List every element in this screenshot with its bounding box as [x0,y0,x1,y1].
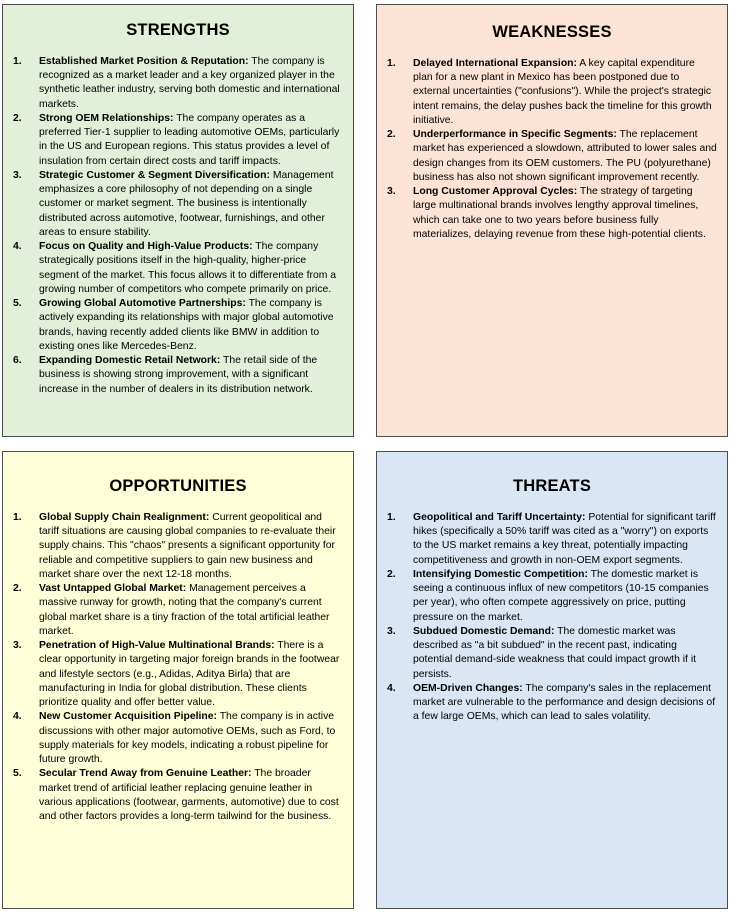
item-number: 2. [387,129,396,141]
item-text [413,568,717,625]
list-item [13,710,343,767]
item-description: There is a clear opportunity in targeting major foreign brands in the footwear and lifestyle sectors (e.g., Adidas, Aditya Birla) that are manufacturing in India for global distribution. These clients prioritize quality and offer better value. [39,640,340,709]
item-description: The broader market trend of artificial leather replacing genuine leather in various applications (footwear, garments, automotive) due to cost and other factors provides a long-term tailwind for the business. [39,768,339,823]
item-label: Established Market Position & Reputation: [39,56,249,67]
item-label: Intensifying Domestic Competition: [413,569,588,580]
item-label: OEM-Driven Changes: [413,683,523,694]
item-label: Underperformance in Specific Segments: [413,129,617,141]
list-item [387,568,717,625]
item-text [39,240,343,297]
item-number: 6. [13,355,22,367]
item-description: The retail side of the business is showing strong improvement, with a significant increase in the number of dealers in its distribution network. [39,355,318,395]
item-description: The company is in active discussions with other major automotive OEMs, such as Ford, to supply materials for key models, indicating a robust pipeline for future growth. [39,711,336,766]
item-description: The company is recognized as a market leader and a key organized player in the synthetic leather industry, serving both domestic and international markets. [39,56,340,110]
item-label: Vast Untapped Global Market: [39,583,187,595]
item-text [39,297,343,354]
item-number: 5. [13,298,22,310]
item-text [39,169,343,240]
item-text [413,625,717,682]
list-item [387,185,717,242]
item-description: A key capital expenditure plan for a new plant in Mexico has been postponed due to external uncertainties ("confusions"). While the project's strategic intent remains, the delay pushes back the timeline for this growth initiative. [413,58,712,126]
weaknesses-list [387,57,717,242]
list-item [13,240,343,297]
item-description: Management emphasizes a core philosophy of not depending on a single customer or market segment. The business is intentionally distributed across automotive, footwear, furnishings, and other areas to ensure stability. [39,170,334,238]
item-number: 4. [387,683,396,694]
item-description: The company is actively expanding its relationships with major global automotive brands, having recently added clients like BMW in addition to existing ones like Mercedes-Benz. [39,298,334,352]
list-item [387,682,717,725]
list-item [13,55,343,112]
item-number: 1. [387,512,396,523]
item-text [39,767,343,824]
item-label: Expanding Domestic Retail Network: [39,355,221,367]
item-label: Strategic Customer & Segment Diversification: [39,170,270,181]
opportunities-title: OPPORTUNITIES [109,477,247,495]
item-number: 3. [387,186,396,198]
item-number: 1. [13,56,22,67]
item-number: 3. [13,170,22,181]
strengths-quadrant [2,4,354,437]
list-item [13,169,343,240]
item-label: Geopolitical and Tariff Uncertainty: [413,512,586,523]
opportunities-list [13,511,343,824]
item-number: 4. [13,241,22,253]
item-description: The company's sales in the replacement market are vulnerable to the performance and design decisions of a few large OEMs, which can lead to sales volatility. [413,683,716,723]
item-number: 2. [387,569,396,580]
item-number: 3. [387,626,396,637]
item-description: The company operates as a preferred Tier-1 supplier to leading automotive OEMs, particularly in the US and European regions. This status provides a level of insulation from certain direct costs and tariff impacts. [39,113,340,167]
list-item [387,511,717,568]
item-text [39,582,343,639]
item-label: Secular Trend Away from Genuine Leather: [39,768,252,780]
item-text [413,57,717,128]
item-label: Delayed International Expansion: [413,58,577,69]
list-item [387,625,717,682]
list-item [13,639,343,710]
item-label: Penetration of High-Value Multinational Brands: [39,640,275,652]
item-text [413,682,717,725]
list-item [13,112,343,169]
item-description: Potential for significant tariff hikes (specifically a 50% tariff was cited as a "worry") on exports to the US market remains a key threat, potentially impacting competitiveness and growth in non-OEM export segments. [413,512,716,566]
item-text [413,185,717,242]
threats-list [387,511,717,725]
item-number: 5. [13,768,22,780]
list-item [13,582,343,639]
item-number: 4. [13,711,22,723]
threats-quadrant [376,451,728,909]
item-description: The company strategically positions itself in the high-quality, higher-price segment of the market. This focus allows it to differentiate from a growing number of competitors who compete primarily on price. [39,241,337,295]
strengths-title: STRENGTHS [126,21,230,39]
item-description: Current geopolitical and tariff situations are causing global companies to re-evaluate their supply chains. This "chaos" presents a significant opportunity for reliable and competitive suppliers to gain new business and market share over the next 12-18 months. [39,512,336,580]
strengths-list [13,55,343,397]
threats-title: THREATS [512,477,592,495]
item-text [39,710,343,767]
item-number: 1. [387,58,396,69]
list-item [13,297,343,354]
item-number: 3. [13,640,22,652]
list-item [387,57,717,128]
item-number: 1. [13,512,22,523]
list-item [13,354,343,397]
item-text [39,639,343,710]
weaknesses-quadrant [376,4,728,437]
item-text [39,511,343,582]
list-item [13,767,343,824]
item-description: The domestic market was described as "a bit subdued" in the recent past, indicating potential demand-side weakness that could impact growth if it persists. [413,626,697,680]
weaknesses-title: WEAKNESSES [492,23,612,41]
item-description: Management perceives a massive runway for growth, noting that the company's current global market share is a tiny fraction of the total artificial leather market. [39,583,330,637]
item-description: The replacement market has experienced a slowdown, attributed to lower sales and design changes from its OEM customers. The PU (polyurethane) business has also not shown significant improvement recently. [413,129,717,183]
list-item [387,128,717,185]
item-text [39,112,343,169]
item-label: Focus on Quality and High-Value Products: [39,241,253,253]
item-label: Global Supply Chain Realignment: [39,512,210,523]
item-number: 2. [13,583,22,595]
item-text [413,511,717,568]
item-label: Subdued Domestic Demand: [413,626,555,637]
opportunities-quadrant [2,451,354,909]
item-label: Growing Global Automotive Partnerships: [39,298,246,310]
list-item [13,511,343,582]
item-text [413,128,717,185]
item-description: The domestic market is seeing a continuous influx of new competitors (10-15 companies per year), who often compete aggressively on price, putting pressure on the market. [413,569,709,623]
item-label: New Customer Acquisition Pipeline: [39,711,218,723]
item-label: Strong OEM Relationships: [39,113,174,124]
item-label: Long Customer Approval Cycles: [413,186,578,198]
item-text [39,55,343,112]
item-description: The strategy of targeting large multinational brands involves lengthy approval timelines, which can take one to two years before business fully materializes, delaying revenue from these high-potential clients. [413,186,706,240]
item-number: 2. [13,113,22,124]
item-text [39,354,343,397]
